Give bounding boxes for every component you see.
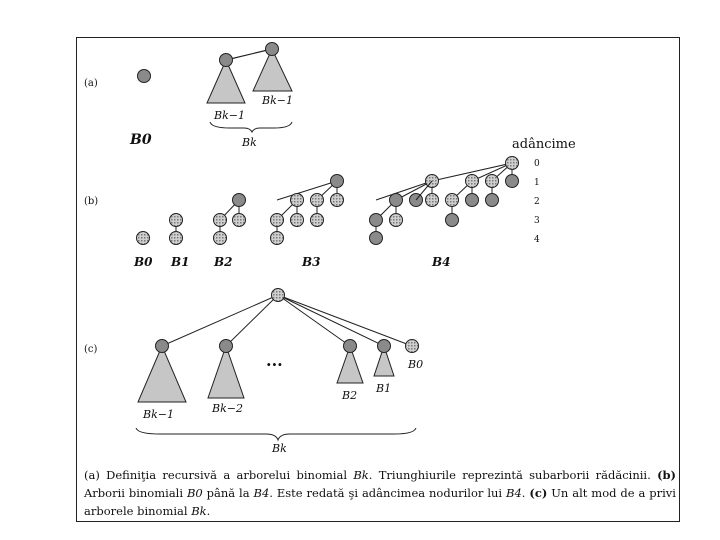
node-c-b1 (378, 340, 391, 353)
label-c-b1: B1 (376, 382, 392, 395)
node-c-bk2 (220, 340, 233, 353)
nodes-b (137, 157, 519, 245)
node-b4 (426, 194, 439, 207)
label-bk1-left: Bk−1 (214, 109, 245, 122)
node-b2 (214, 232, 227, 245)
node-b3-root (331, 175, 344, 188)
depth-title: adâncime (512, 137, 576, 152)
label-tree-b3: B3 (302, 255, 321, 269)
node-b4 (446, 214, 459, 227)
label-c-b0: B0 (408, 358, 424, 371)
node-b2 (214, 214, 227, 227)
depth-4: 4 (534, 235, 540, 245)
label-tree-b0: B0 (134, 255, 153, 269)
label-tree-b2: B2 (214, 255, 233, 269)
node-b4 (390, 194, 403, 207)
node-c-b0 (406, 340, 419, 353)
node-b3 (271, 232, 284, 245)
node-b3 (311, 194, 324, 207)
edges-b (176, 163, 512, 238)
panel-label-c: (c) (84, 344, 98, 355)
node-b3 (271, 214, 284, 227)
node-root-right-a (266, 43, 279, 56)
label-c-b2: B2 (342, 389, 358, 402)
label-bk1-right: Bk−1 (262, 94, 293, 107)
depth-0: 0 (534, 159, 540, 169)
label-b0-a: B0 (130, 132, 152, 148)
node-b3 (311, 214, 324, 227)
node-b4 (370, 232, 383, 245)
node-c-b2 (344, 340, 357, 353)
node-b4 (446, 194, 459, 207)
node-b1-root (170, 214, 183, 227)
label-c-bk1: Bk−1 (143, 408, 174, 421)
panel-label-a: (a) (84, 78, 98, 89)
node-b4-root (506, 157, 519, 170)
figure-caption: (a) Definiţia recursivă a arborelui binomial Bk. Triunghiurile reprezintă subarborii rădăcinii. (b) Arborii binomiali B0 până la B4. Este redată şi adâncimea nodurilor lui B4. (c) Un alt mod de a privi arborele binomial Bk. (84, 468, 677, 518)
label-tree-b4: B4 (432, 255, 451, 269)
node-root-left-a (220, 54, 233, 67)
node-b2 (233, 214, 246, 227)
node-b2-root (233, 194, 246, 207)
node-c-bk1 (156, 340, 169, 353)
node-b3 (331, 194, 344, 207)
part-b (137, 157, 519, 245)
label-c-bk2: Bk−2 (212, 402, 243, 415)
node-b4 (486, 194, 499, 207)
node-b4 (466, 194, 479, 207)
node-c-root (272, 289, 285, 302)
label-tree-b1: B1 (171, 255, 190, 269)
node-b4 (506, 175, 519, 188)
part-a (129, 43, 293, 150)
subtree-c-bk1 (138, 346, 186, 402)
brace-bk-a (210, 122, 292, 132)
subtree-c-bk2 (208, 346, 244, 398)
depth-2: 2 (534, 197, 540, 207)
depth-1: 1 (534, 178, 540, 188)
node-b3 (291, 214, 304, 227)
node-b4 (370, 214, 383, 227)
brace-bk-c (136, 428, 416, 440)
node-b0 (138, 70, 151, 83)
label-bk-a: Bk (242, 136, 257, 149)
depth-3: 3 (534, 216, 540, 226)
node-b4 (486, 175, 499, 188)
node-b0-root (137, 232, 150, 245)
ellipsis-c: ··· (266, 355, 283, 374)
node-b4 (466, 175, 479, 188)
panel-label-b: (b) (84, 196, 99, 207)
node-b1 (170, 232, 183, 245)
node-b4 (390, 214, 403, 227)
node-b3 (291, 194, 304, 207)
label-c-bk: Bk (272, 442, 287, 455)
